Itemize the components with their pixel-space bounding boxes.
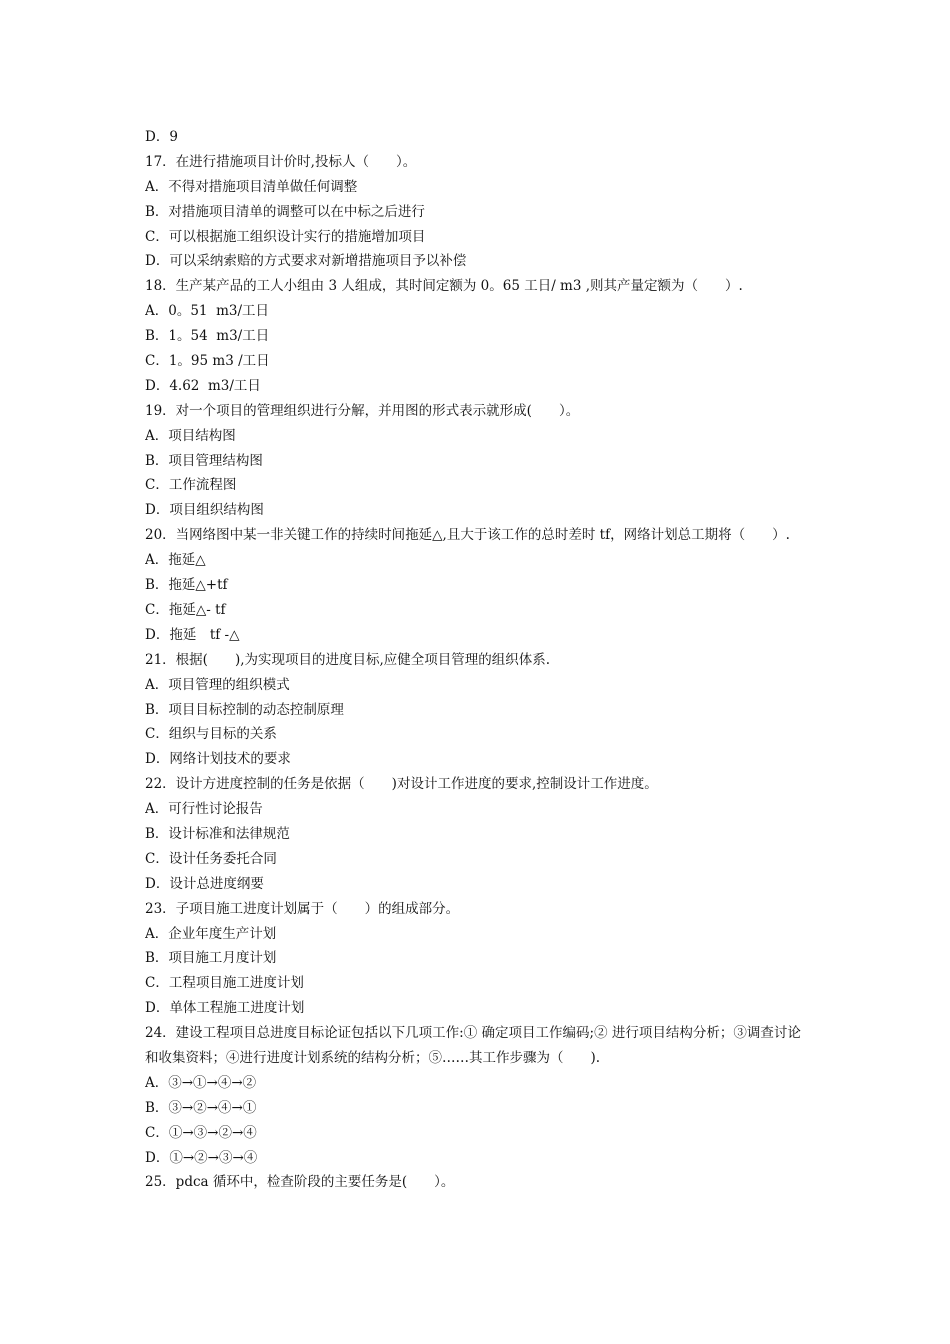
- option-line: C．可以根据施工组织设计实行的措施增加项目: [145, 228, 426, 245]
- question-18: 18．生产某产品的工人小组由 3 人组成，其时间定额为 0。65 工日/ m3 ,则其产量定额为（ ）.: [145, 278, 743, 295]
- question-21: 21．根据( ),为实现项目的进度目标,应健全项目管理的组织体系.: [145, 651, 551, 668]
- option-line: D．单体工程施工进度计划: [145, 1000, 305, 1017]
- option-line: B．项目施工月度计划: [145, 950, 277, 967]
- option-line: D．设计总进度纲要: [145, 875, 264, 892]
- question-25: 25．pdca 循环中，检查阶段的主要任务是( ）。: [145, 1174, 455, 1191]
- option-line: B．③→②→④→①: [145, 1099, 257, 1116]
- option-line: D．①→②→③→④: [145, 1149, 258, 1166]
- option-line: A．拖延△: [145, 552, 206, 569]
- option-line: B．1。54 m3/工日: [145, 328, 270, 345]
- option-line: C．设计任务委托合同: [145, 850, 277, 867]
- question-24: 24．建设工程项目总进度目标论证包括以下几项工作:① 确定项目工作编码;② 进行项目结构分析；③调查讨论和收集资料；④进行进度计划系统的结构分析；⑤……其工作步骤为（ ).: [145, 1025, 801, 1066]
- option-line: A．项目管理的组织模式: [145, 676, 290, 693]
- option-line: A．③→①→④→②: [145, 1074, 257, 1091]
- option-line: B．设计标准和法律规范: [145, 825, 290, 842]
- option-line: D．9: [145, 129, 178, 145]
- question-list: [145, 125, 810, 1195]
- option-line: A．0。51 m3/工日: [145, 303, 270, 320]
- option-line: C．①→③→②→④: [145, 1124, 257, 1141]
- option-line: C．工作流程图: [145, 477, 237, 494]
- option-line: C．1。95 m3 /工日: [145, 353, 270, 370]
- option-line: B．项目管理结构图: [145, 452, 263, 469]
- question-19: 19．对一个项目的管理组织进行分解，并用图的形式表示就形成( ）。: [145, 402, 580, 419]
- option-line: C．拖延△- tf: [145, 601, 226, 618]
- option-line: A．项目结构图: [145, 427, 236, 444]
- option-line: C．组织与目标的关系: [145, 726, 277, 743]
- option-line: A．可行性讨论报告: [145, 801, 263, 818]
- option-line: C．工程项目施工进度计划: [145, 975, 304, 992]
- option-line: A．企业年度生产计划: [145, 925, 277, 942]
- option-line: D．4.62 m3/工日: [145, 377, 261, 394]
- option-line: A．不得对措施项目清单做任何调整: [145, 178, 358, 195]
- option-line: B．项目目标控制的动态控制原理: [145, 701, 344, 718]
- option-line: D．项目组织结构图: [145, 502, 264, 519]
- option-line: B．拖延△+tf: [145, 577, 228, 594]
- question-20: 20．当网络图中某一非关键工作的持续时间拖延△,且大于该工作的总时差时 tf，网络计划总工期将（ ）.: [145, 527, 790, 544]
- question-17: 17．在进行措施项目计价时,投标人（ ）。: [145, 153, 417, 170]
- option-line: D．拖延 tf -△: [145, 626, 240, 643]
- question-23: 23．子项目施工进度计划属于（ ）的组成部分。: [145, 900, 460, 917]
- option-line: D．可以采纳索赔的方式要求对新增措施项目予以补偿: [145, 253, 467, 270]
- option-line: B．对措施项目清单的调整可以在中标之后进行: [145, 203, 425, 220]
- option-line: D．网络计划技术的要求: [145, 751, 291, 768]
- question-22: 22．设计方进度控制的任务是依据（ )对设计工作进度的要求,控制设计工作进度。: [145, 776, 658, 793]
